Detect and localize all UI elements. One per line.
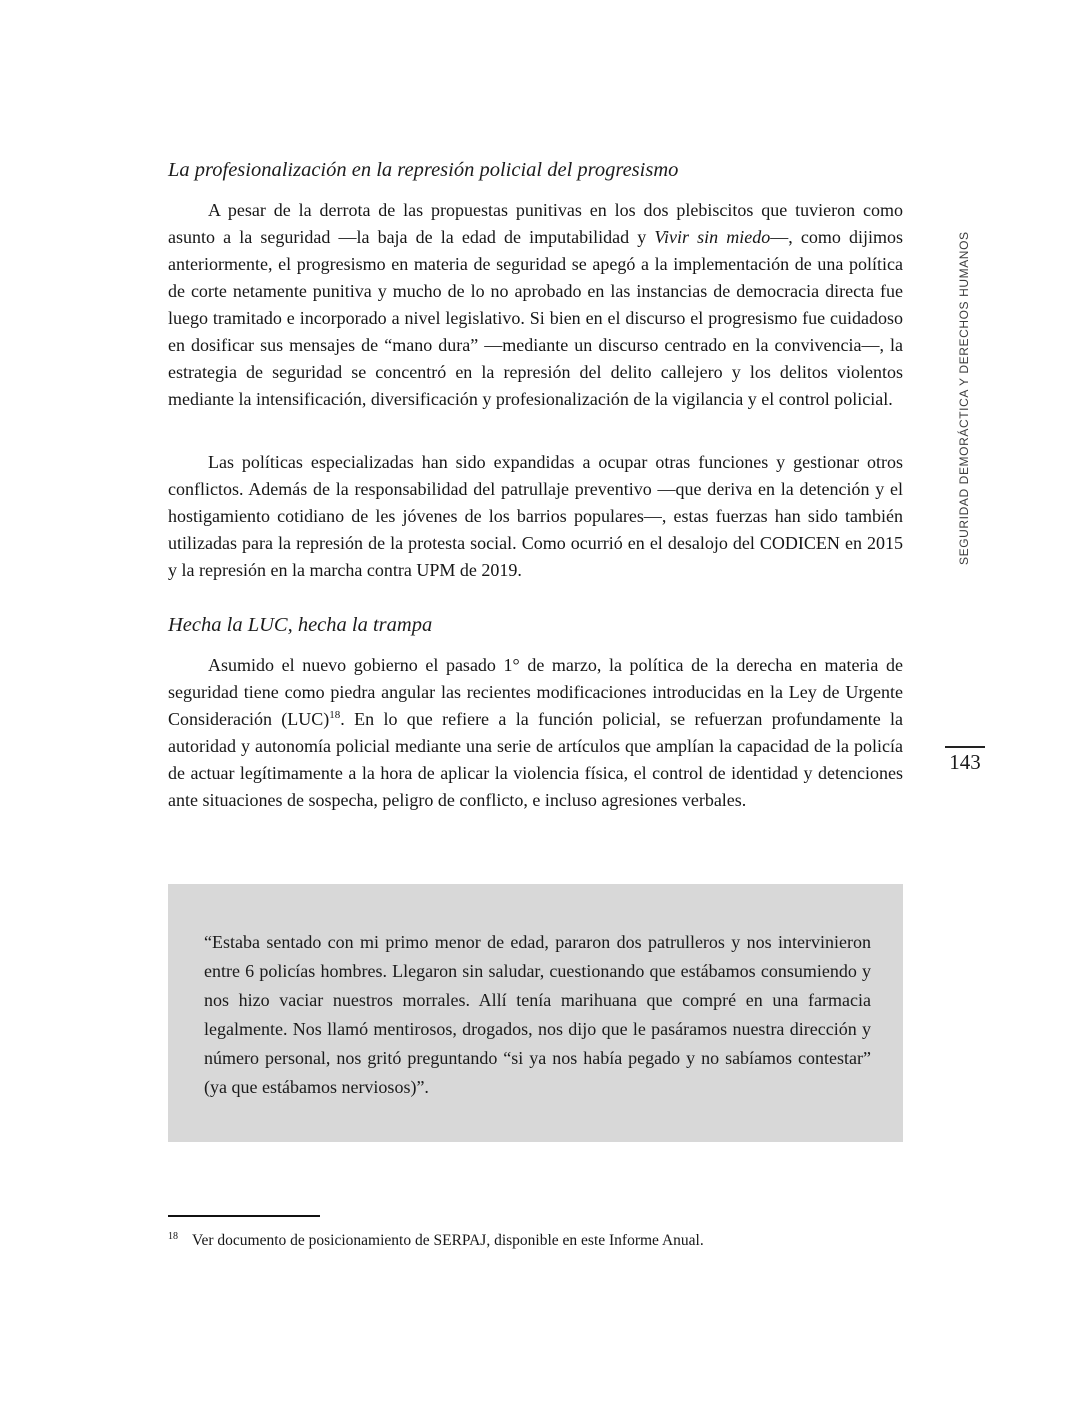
paragraph-3: [168, 652, 903, 814]
paragraph-1-italic-vivir-sin-miedo: Vivir sin miedo: [654, 227, 771, 247]
footnote-divider: [168, 1215, 320, 1217]
section-heading-hecha-la-luc: Hecha la LUC, hecha la trampa: [168, 614, 433, 636]
quote-box: [168, 884, 903, 1142]
footnote-marker: 18: [168, 1231, 178, 1242]
section-heading-profesionalizacion: La profesionalización en la represión policial del progresismo: [168, 159, 679, 181]
paragraph-2: Las políticas especializadas han sido expandidas a ocupar otras funciones y gestionar otros conflictos. Además de la responsabilidad del patrullaje preventivo —que deriva en la detención y el hostigamiento cotidiano de les jóvenes de los barrios populares—, estas fuerzas han sido también utilizadas para la represión de la protesta social. Como ocurrió en el desalojo del CODICEN en 2015 y la represión en la marcha contra UPM de 2019.: [168, 452, 903, 580]
paragraph-1-text-b: —, como dijimos anteriormente, el progresismo en materia de seguridad se apegó a la implementación de una política de corte netamente punitiva y mucho de lo no aprobado en las instancias de democracia directa fue luego tramitado e incorporado a nivel legislativo. Si bien en el discurso el progresismo fue cuidadoso en dosificar sus mensajes de “mano dura” —mediante un discurso centrado en la convivencia—, la estrategia de seguridad se concentró en la represión del delito callejero y los delitos violentos mediante la intensificación, diversificación y profesionalización de la vigilancia y el control policial.: [168, 227, 903, 409]
page-number: 143: [949, 750, 981, 774]
quote-text: “Estaba sentado con mi primo menor de edad, pararon dos patrulleros y nos intervinieron entre 6 policías hombres. Llegaron sin saludar, cuestionando que estábamos consumiendo y nos hizo vaciar nuestros morrales. Allí tenía marihuana que compré en una farmacia legalmente. Nos llamó mentirosos, drogados, nos dijo que le pasáramos nuestra dirección y número personal, nos gritó preguntando “si ya nos había pegado y no sabíamos contestar” (ya que estábamos nerviosos)”.: [204, 932, 871, 1097]
paragraph-3-text-a: Asumido el nuevo gobierno el pasado 1° de marzo, la política de la derecha en materia de seguridad tiene como piedra angular las recientes modificaciones introducidas en la Ley de Urgente Consideración (LUC): [168, 655, 903, 729]
paragraph-3-text-b: . En lo que refiere a la función policial, se refuerzan profundamente la autoridad y autonomía policial mediante una serie de artículos que amplían la capacidad de la policía de actuar legítimamente a la hora de aplicar la violencia física, el control de identidad y detenciones ante situaciones de sospecha, peligro de conflicto, e incluso agresiones verbales.: [168, 709, 903, 810]
paragraph-1-text-a: A pesar de la derrota de las propuestas punitivas en los dos plebiscitos que tuvieron como asunto a la seguridad —la baja de la edad de imputabilidad y: [168, 200, 903, 247]
footnote: [168, 1227, 888, 1251]
sidebar-vertical-label: SEGURIDAD DEMORÁCTICA Y DERECHOS HUMANOS: [957, 231, 971, 565]
footnote-reference-18: 18: [329, 709, 341, 721]
footnote-text: Ver documento de posicionamiento de SERPAJ, disponible en este Informe Anual.: [192, 1232, 704, 1250]
page-number-divider: [945, 746, 985, 748]
paragraph-1: [168, 197, 903, 413]
